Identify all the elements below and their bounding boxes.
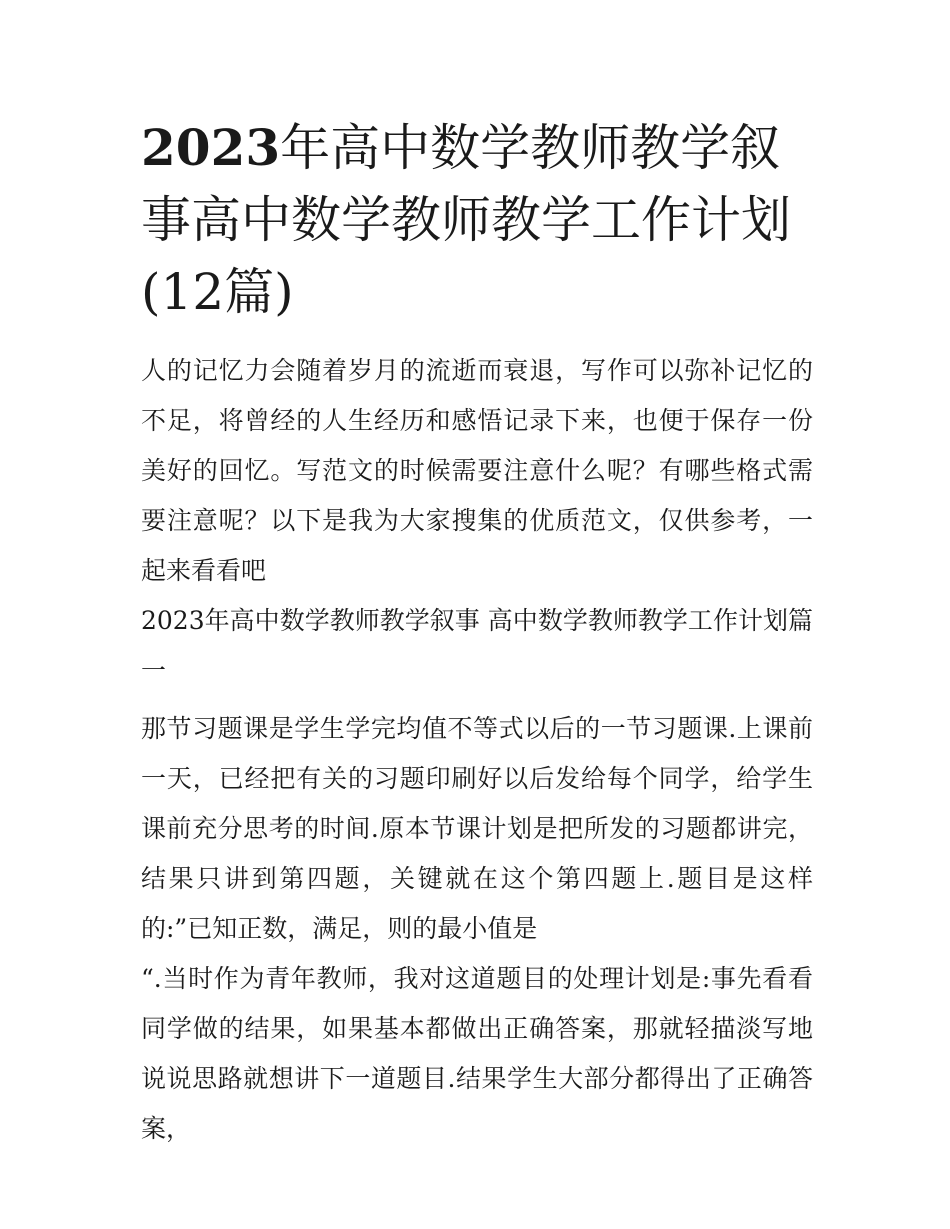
intro-paragraph: 人的记忆力会随着岁月的流逝而衰退，写作可以弥补记忆的不足，将曾经的人生经历和感悟记录下来，也便于保存一份美好的回忆。写范文的时候需要注意什么呢？有哪些格式需要注意呢？以下是我为大家搜集的优质范文，仅供参考，一起来看看吧 (141, 356, 813, 585)
body-paragraph-1: 那节习题课是学生学完均值不等式以后的一节习题课.上课前一天，已经把有关的习题印刷好以后发给每个同学，给学生课前充分思考的时间.原本节课计划是把所发的习题都讲完，结果只讲到第四题，关键就在这个第四题上.题目是这样的:”已知正数，满足，则的最小值是 (141, 714, 813, 943)
section-heading: 2023年高中数学教师教学叙事 高中数学教师教学工作计划篇一 (141, 606, 813, 685)
document-title-year: 2023 (141, 118, 281, 177)
document-title-text: 年高中数学教师教学叙事高中数学教师教学工作计划(12篇) (141, 119, 791, 321)
document-title (141, 112, 813, 328)
body-paragraph-2: “.当时作为青年教师，我对这道题目的处理计划是:事先看看同学做的结果，如果基本都做出正确答案，那就轻描淡写地说说思路就想讲下一道题目.结果学生大部分都得出了正确答案， (141, 964, 813, 1143)
document-page (141, 112, 813, 1154)
